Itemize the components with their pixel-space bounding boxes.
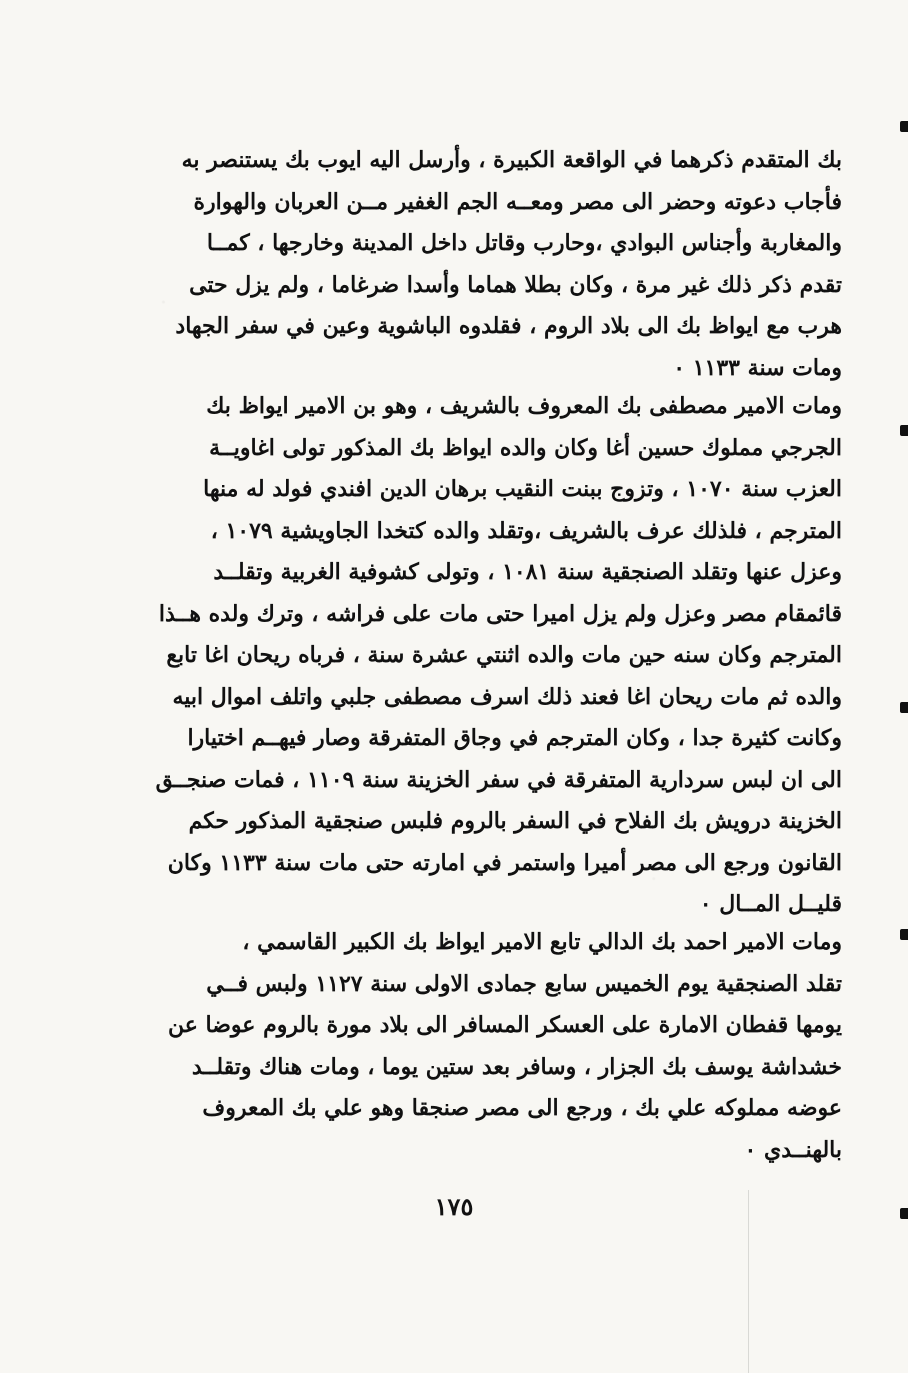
text-line: قليــل المــال ٠ bbox=[699, 891, 842, 917]
binding-mark bbox=[900, 425, 908, 436]
text-line: وكانت كثيرة جدا ، وكان المترجم في وجاق المتفرقة وصار فيهــم اختيارا bbox=[187, 725, 842, 751]
text-line: الخزينة درويش بك الفلاح في السفر بالروم فلبس صنجقية المذكور حكم bbox=[188, 808, 842, 834]
page-number: ١٧٥ bbox=[434, 1192, 474, 1221]
text-line: المترجم ، فلذلك عرف بالشريف ،وتقلد والده كتخدا الجاويشية ١٠٧٩ ، bbox=[210, 517, 842, 544]
text-line: المترجم وكان سنه حين مات والده اثنتي عشرة سنة ، فرباه ريحان اغا تابع bbox=[166, 642, 842, 668]
text-line: بالهنــدي ٠ bbox=[744, 1136, 842, 1163]
text-line: ومات الامير مصطفى بك المعروف بالشريف ، وهو بن الامير ايواظ بك bbox=[206, 393, 842, 419]
text-line: ومات سنة ١١٣٣ ٠ bbox=[673, 354, 842, 381]
text-line: هرب مع ايواظ بك الى بلاد الروم ، فقلدوه الباشوية وعين في سفر الجهاد bbox=[175, 313, 842, 339]
text-line: تقلد الصنجقية يوم الخميس سابع جمادى الاولى سنة ١١٢٧ ولبس فــي bbox=[206, 970, 842, 997]
text-line: القانون ورجع الى مصر أميرا واستمر في امارته حتى مات سنة ١١٣٣ وكان bbox=[167, 849, 842, 876]
text-line: وعزل عنها وتقلد الصنجقية سنة ١٠٨١ ، وتولى كشوفية الغربية وتقلــد bbox=[213, 559, 842, 585]
text-line: والمغاربة وأجناس البوادي ،وحارب وقاتل داخل المدينة وخارجها ، كمــا bbox=[206, 230, 842, 256]
text-line: بك المتقدم ذكرهما في الواقعة الكبيرة ، وأرسل اليه ايوب بك يستنصر به bbox=[181, 147, 842, 173]
text-line: عوضه مملوكه علي بك ، ورجع الى مصر صنجقا وهو علي بك المعروف bbox=[202, 1095, 842, 1121]
binding-mark bbox=[900, 702, 908, 713]
paragraph-1 bbox=[126, 140, 842, 389]
text-line: فأجاب دعوته وحضر الى مصر ومعــه الجم الغفير مــن العربان والهوارة bbox=[193, 188, 842, 215]
text-line: ومات الامير احمد بك الدالي تابع الامير ايواظ بك الكبير القاسمي ، bbox=[242, 929, 842, 955]
paragraph-3 bbox=[126, 922, 842, 1171]
text-line: تقدم ذكر ذلك غير مرة ، وكان بطلا هماما وأسدا ضرغاما ، ولم يزل حتى bbox=[189, 271, 842, 298]
paragraph-2 bbox=[126, 386, 842, 926]
text-line: الى ان لبس سردارية المتفرقة في سفر الخزينة سنة ١١٠٩ ، فمات صنجــق bbox=[155, 766, 842, 793]
binding-mark bbox=[900, 929, 908, 940]
binding-mark bbox=[900, 121, 908, 132]
text-line: والده ثم مات ريحان اغا فعند ذلك اسرف مصطفى جلبي واتلف اموال ابيه bbox=[172, 683, 842, 710]
text-line: العزب سنة ١٠٧٠ ، وتزوج ببنت النقيب برهان الدين افندي فولد له منها bbox=[203, 476, 842, 502]
text-line: الجرجي مملوك حسين أغا وكان والده ايواظ بك المذكور تولى اغاويــة bbox=[209, 434, 842, 461]
text-line: قائمقام مصر وعزل ولم يزل اميرا حتى مات على فراشه ، وترك ولده هــذا bbox=[158, 600, 842, 627]
text-line: يومها قفطان الامارة على العسكر المسافر الى بلاد مورة بالروم عوضا عن bbox=[168, 1012, 842, 1038]
text-line: خشداشة يوسف بك الجزار ، وسافر بعد ستين يوما ، ومات هناك وتقلــد bbox=[191, 1053, 842, 1080]
